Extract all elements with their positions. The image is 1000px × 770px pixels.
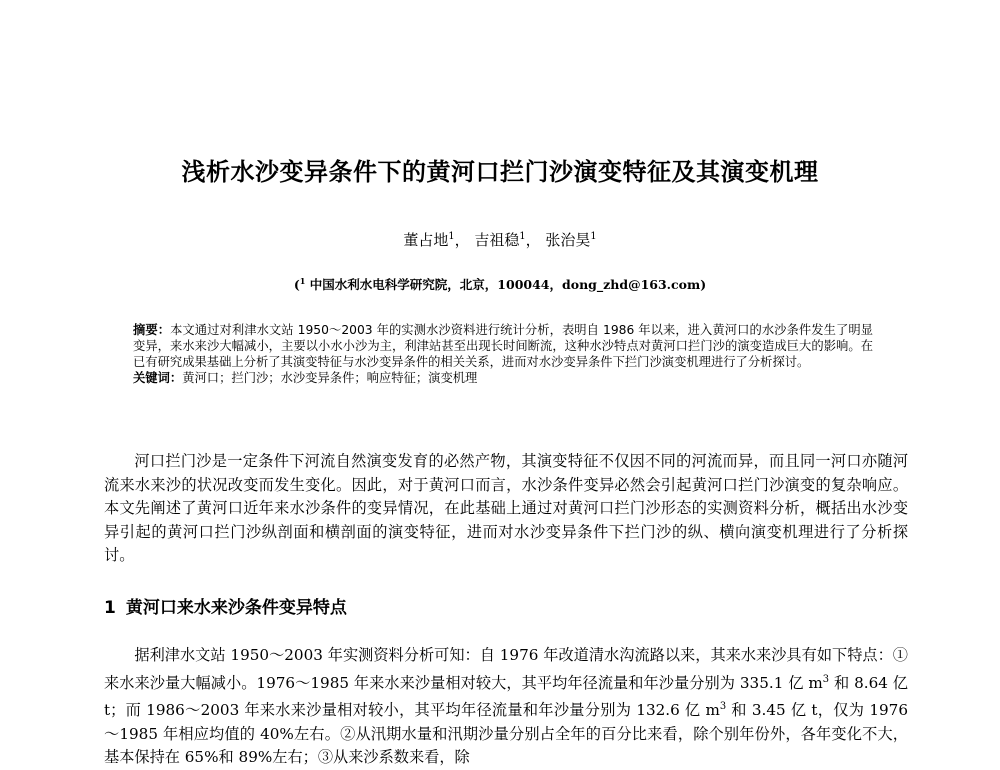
author-list bbox=[0, 229, 1000, 250]
section-title: 黄河口来水来沙条件变异特点 bbox=[125, 598, 347, 618]
author-name: 董占地 bbox=[403, 231, 449, 249]
paper-title: 浅析水沙变异条件下的黄河口拦门沙演变特征及其演变机理 bbox=[181, 158, 819, 186]
abstract-text: 本文通过对利津水文站 1950～2003 年的实测水沙资料进行统计分析，表明自 1986 年以来，进入黄河口的水沙条件发生了明显变异，来水来沙大幅减小，主要以小水小沙为主，利津站甚至出现长时间断流，这种水沙特点对黄河口拦门沙的演变造成巨大的影响。在已有研究成果基础上分析了其演变特征与水沙变异条件的相关关系，进而对水沙变异条件下拦门沙演变机理进行了分析探讨。 bbox=[133, 323, 873, 369]
affiliation-mark: 1 bbox=[299, 275, 306, 286]
author-separator: ， bbox=[454, 231, 470, 249]
unit-superscript: 3 bbox=[822, 673, 830, 685]
body-text-part: 据利津水文站 1950～2003 年实测资料分析可知：自 1976 年改道清水沟流路以来，其来水来沙具有如下特点：①来水来沙量大幅减小。1976～1985 年来水来沙量相对较大，其平均年径流量和年沙量分别为 335.1 亿 m bbox=[104, 646, 908, 692]
abstract-label: 摘要： bbox=[133, 323, 171, 337]
section-number: 1 bbox=[104, 598, 116, 618]
section-body-paragraph bbox=[104, 644, 908, 770]
affiliation-open-paren: ( bbox=[293, 277, 300, 292]
section-heading bbox=[104, 593, 347, 618]
author-name: 吉祖稳 bbox=[474, 231, 520, 249]
keywords-text: 黄河口；拦门沙；水沙变异条件；响应特征；演变机理 bbox=[182, 371, 478, 385]
affiliation-text: 中国水利水电科学研究院，北京，100044，dong_zhd@163.com) bbox=[305, 277, 707, 292]
abstract-paragraph bbox=[133, 322, 873, 370]
author-affiliation-mark: 1 bbox=[519, 231, 526, 242]
intro-paragraph: 河口拦门沙是一定条件下河流自然演变发育的必然产物，其演变特征不仅因不同的河流而异，而且同一河口亦随河流来水来沙的状况改变而发生变化。因此，对于黄河口而言，水沙条件变异必然会引起黄河口拦门沙演变的复杂响应。本文先阐述了黄河口近年来水沙条件的变异情况，在此基础上通过对黄河口拦门沙形态的实测资料分析，概括出水沙变异引起的黄河口拦门沙纵剖面和横剖面的演变特征，进而对水沙变异条件下拦门沙的纵、横向演变机理进行了分析探讨。 bbox=[104, 452, 908, 564]
body-text-part: 和 3.45 亿 t，仅为 1976～1985 年相应均值的 40%左右。②从汛期水量和汛期沙量分别占全年的百分比来看，除个别年份外，各年变化不大，基本保持在 65%和 89%左右；③从来沙系数来看，除 bbox=[104, 701, 908, 767]
author-separator: ， bbox=[525, 231, 541, 249]
affiliation-line bbox=[0, 275, 1000, 293]
unit-superscript: 3 bbox=[719, 701, 727, 713]
author-affiliation-mark: 1 bbox=[590, 231, 597, 242]
author-affiliation-mark: 1 bbox=[448, 231, 455, 242]
author-name: 张治昊 bbox=[545, 231, 591, 249]
abstract-block bbox=[133, 322, 873, 386]
keywords-line bbox=[133, 370, 873, 386]
body-text-part: 和 8.64 亿 t；而 1986～2003 年来水来沙量相对较小，其平均年径流量和年沙量分别为 132.6 亿 m bbox=[104, 673, 908, 720]
keywords-label: 关键词： bbox=[133, 371, 183, 385]
